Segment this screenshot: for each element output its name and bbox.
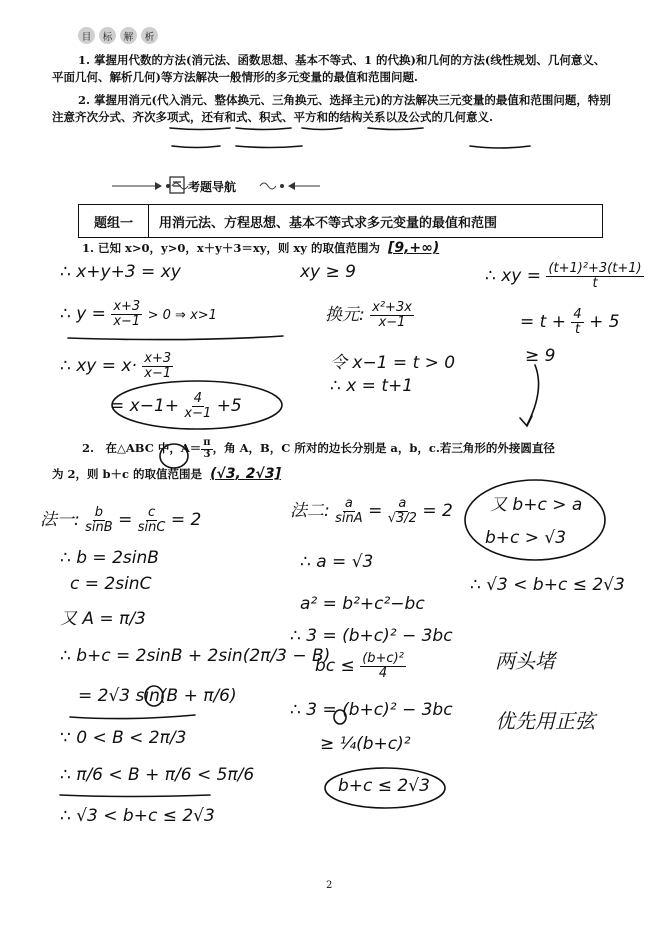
- hw-q2-mid-line8: b+c ≤ 2√3: [338, 776, 430, 796]
- question-2-line2: 为 2，则 b＋c 的取值范围是 (√3, 2√3]: [52, 466, 281, 482]
- group-title: 用消元法、方程思想、基本不等式求多元变量的最值和范围: [159, 215, 498, 231]
- hw-q1-right-line2: = t + $\frac{4}{t}$ + 5: [520, 307, 620, 337]
- badge-4: 析: [141, 27, 158, 44]
- hw-q2-left-line7: ∵ 0 < B < 2π/3: [60, 728, 187, 748]
- hw-q2-right-line4: 两头堵: [495, 649, 555, 673]
- underline-homog-poly: [236, 146, 302, 148]
- badge-3: 解: [120, 27, 137, 44]
- hw-q2-left-line5: ∴ b+c = 2sinB + 2sin(2π/3 − B): [60, 646, 331, 666]
- hw-q2-left-line3: c = 2sinC: [70, 574, 152, 594]
- hw-q1-left-line2: ∴ y = $\frac{x+3}{x-1}$ > 0 ⇒ x>1: [60, 299, 217, 329]
- hw-q2-mid-line5: bc ≤ $\frac{\text{(b+c)²}}{4}$: [315, 651, 404, 681]
- hw-q2-mid-line1: 法二: $\frac{a}{\sin A}$ = $\frac{a}{√3/2}$ = 2: [290, 495, 453, 526]
- hw-q1-left-line3: ∴ xy = x· $\frac{x+3}{x-1}$: [60, 351, 172, 381]
- objective-1: 1. 掌握用代数的方法(消元法、函数思想、基本不等式、1 的代换)和几何的方法(线性规划、几何意义、平面几何、解析几何)等方法解决一般情形的多元变量的最值和范围问题.: [52, 53, 606, 84]
- hw-q2-mid-line7: ≥ ¼(b+c)²: [320, 734, 411, 754]
- hw-q2-right-line2: b+c > √3: [485, 528, 567, 548]
- q1-right-arrow: [527, 365, 539, 425]
- hw-q2-left-line4: 又 A = π/3: [60, 609, 146, 629]
- hw-q2-left-line6: = 2√3 sin(B + π/6): [78, 686, 237, 706]
- page-number: 2: [326, 880, 333, 891]
- hw-q2-left-line8: ∴ π/6 < B + π/6 < 5π/6: [60, 765, 255, 785]
- hw-q2-mid-line3: a² = b²+c²−bc: [300, 594, 425, 614]
- hw-q1-mid-line1: xy ≥ 9: [300, 262, 356, 282]
- hw-q1-mid-line2: 换元: $\frac{\text{x²+3x}}{x-1}$: [325, 299, 412, 330]
- hw-q1-left-line4: = x−1+ $\frac{4}{x-1}$ +5: [110, 391, 242, 421]
- underline-main-var: [368, 128, 423, 130]
- group-header: [78, 204, 603, 238]
- hw-q1-right-line1: ∴ xy = $\frac{\text{(t+1)²+3(t+1)}}{t}$: [485, 261, 642, 291]
- q1-right-arrowhead: [520, 416, 532, 426]
- hw-q2-left-line9: ∴ √3 < b+c ≤ 2√3: [60, 806, 215, 826]
- q2-left-underline: [70, 715, 195, 719]
- nav-banner: [110, 175, 410, 197]
- badge-1: 目: [78, 27, 95, 44]
- underline-structure: [470, 146, 530, 148]
- hw-q2-right-line3: ∴ √3 < b+c ≤ 2√3: [470, 575, 625, 595]
- hw-q1-mid-line3: 令 x−1 = t > 0: [330, 353, 456, 373]
- underline-trig-sub: [302, 128, 342, 130]
- hw-q2-mid-line6: ∴ 3 = (b+c)² − 3bc: [290, 700, 453, 720]
- group-label: 题组一: [79, 205, 149, 237]
- hw-q2-right-line5: 优先用正弦: [495, 709, 595, 733]
- question-1: [82, 240, 439, 257]
- hw-q2-right-line1: 又 b+c > a: [490, 495, 583, 515]
- question-2-answer: (√3, 2√3]: [210, 466, 281, 482]
- hw-q1-right-line3: ≥ 9: [525, 346, 556, 366]
- q1-divider: [68, 336, 283, 340]
- question-2-line1: 2. 在△ABC 中，A＝ $\frac{\pi}{3}$ ，角 A，B，C 所对的边长分别是 a，b，c.若三角形的外接圆直径: [82, 437, 555, 460]
- question-1-answer: [9,+∞): [387, 240, 440, 256]
- hw-q2-mid-line4: ∴ 3 = (b+c)² − 3bc: [290, 626, 453, 646]
- question-1-text: 1. 已知 x>0，y>0，x＋y＋3＝xy，则 xy 的取值范围为: [82, 241, 380, 255]
- nav-title: 考题导航: [188, 180, 237, 194]
- underline-substitution: [170, 128, 230, 130]
- hw-q1-left-line1: ∴ x+y+3 = xy: [60, 262, 181, 282]
- hw-q2-mid-line2: ∴ a = √3: [300, 552, 374, 572]
- q2-left-divider: [60, 795, 210, 797]
- section-badges: [78, 27, 158, 44]
- underline-homog-frac: [172, 146, 220, 148]
- hw-q1-mid-line4: ∴ x = t+1: [330, 376, 414, 396]
- hw-q2-left-line2: ∴ b = 2sinB: [60, 548, 159, 568]
- badge-2: 标: [99, 27, 116, 44]
- objective-2: 2. 掌握用消元(代入消元、整体换元、三角换元、选择主元)的方法解决三元变量的最值和范围问题，特别注意齐次分式、齐次多项式，还有和式、积式、平方和的结构关系以及公式的几何意义.: [52, 93, 611, 124]
- hw-q2-left-line1: 法一: $\frac{b}{\sin B}$ = $\frac{c}{\sin C}$ = 2: [40, 504, 202, 535]
- underline-whole-sub: [236, 128, 291, 130]
